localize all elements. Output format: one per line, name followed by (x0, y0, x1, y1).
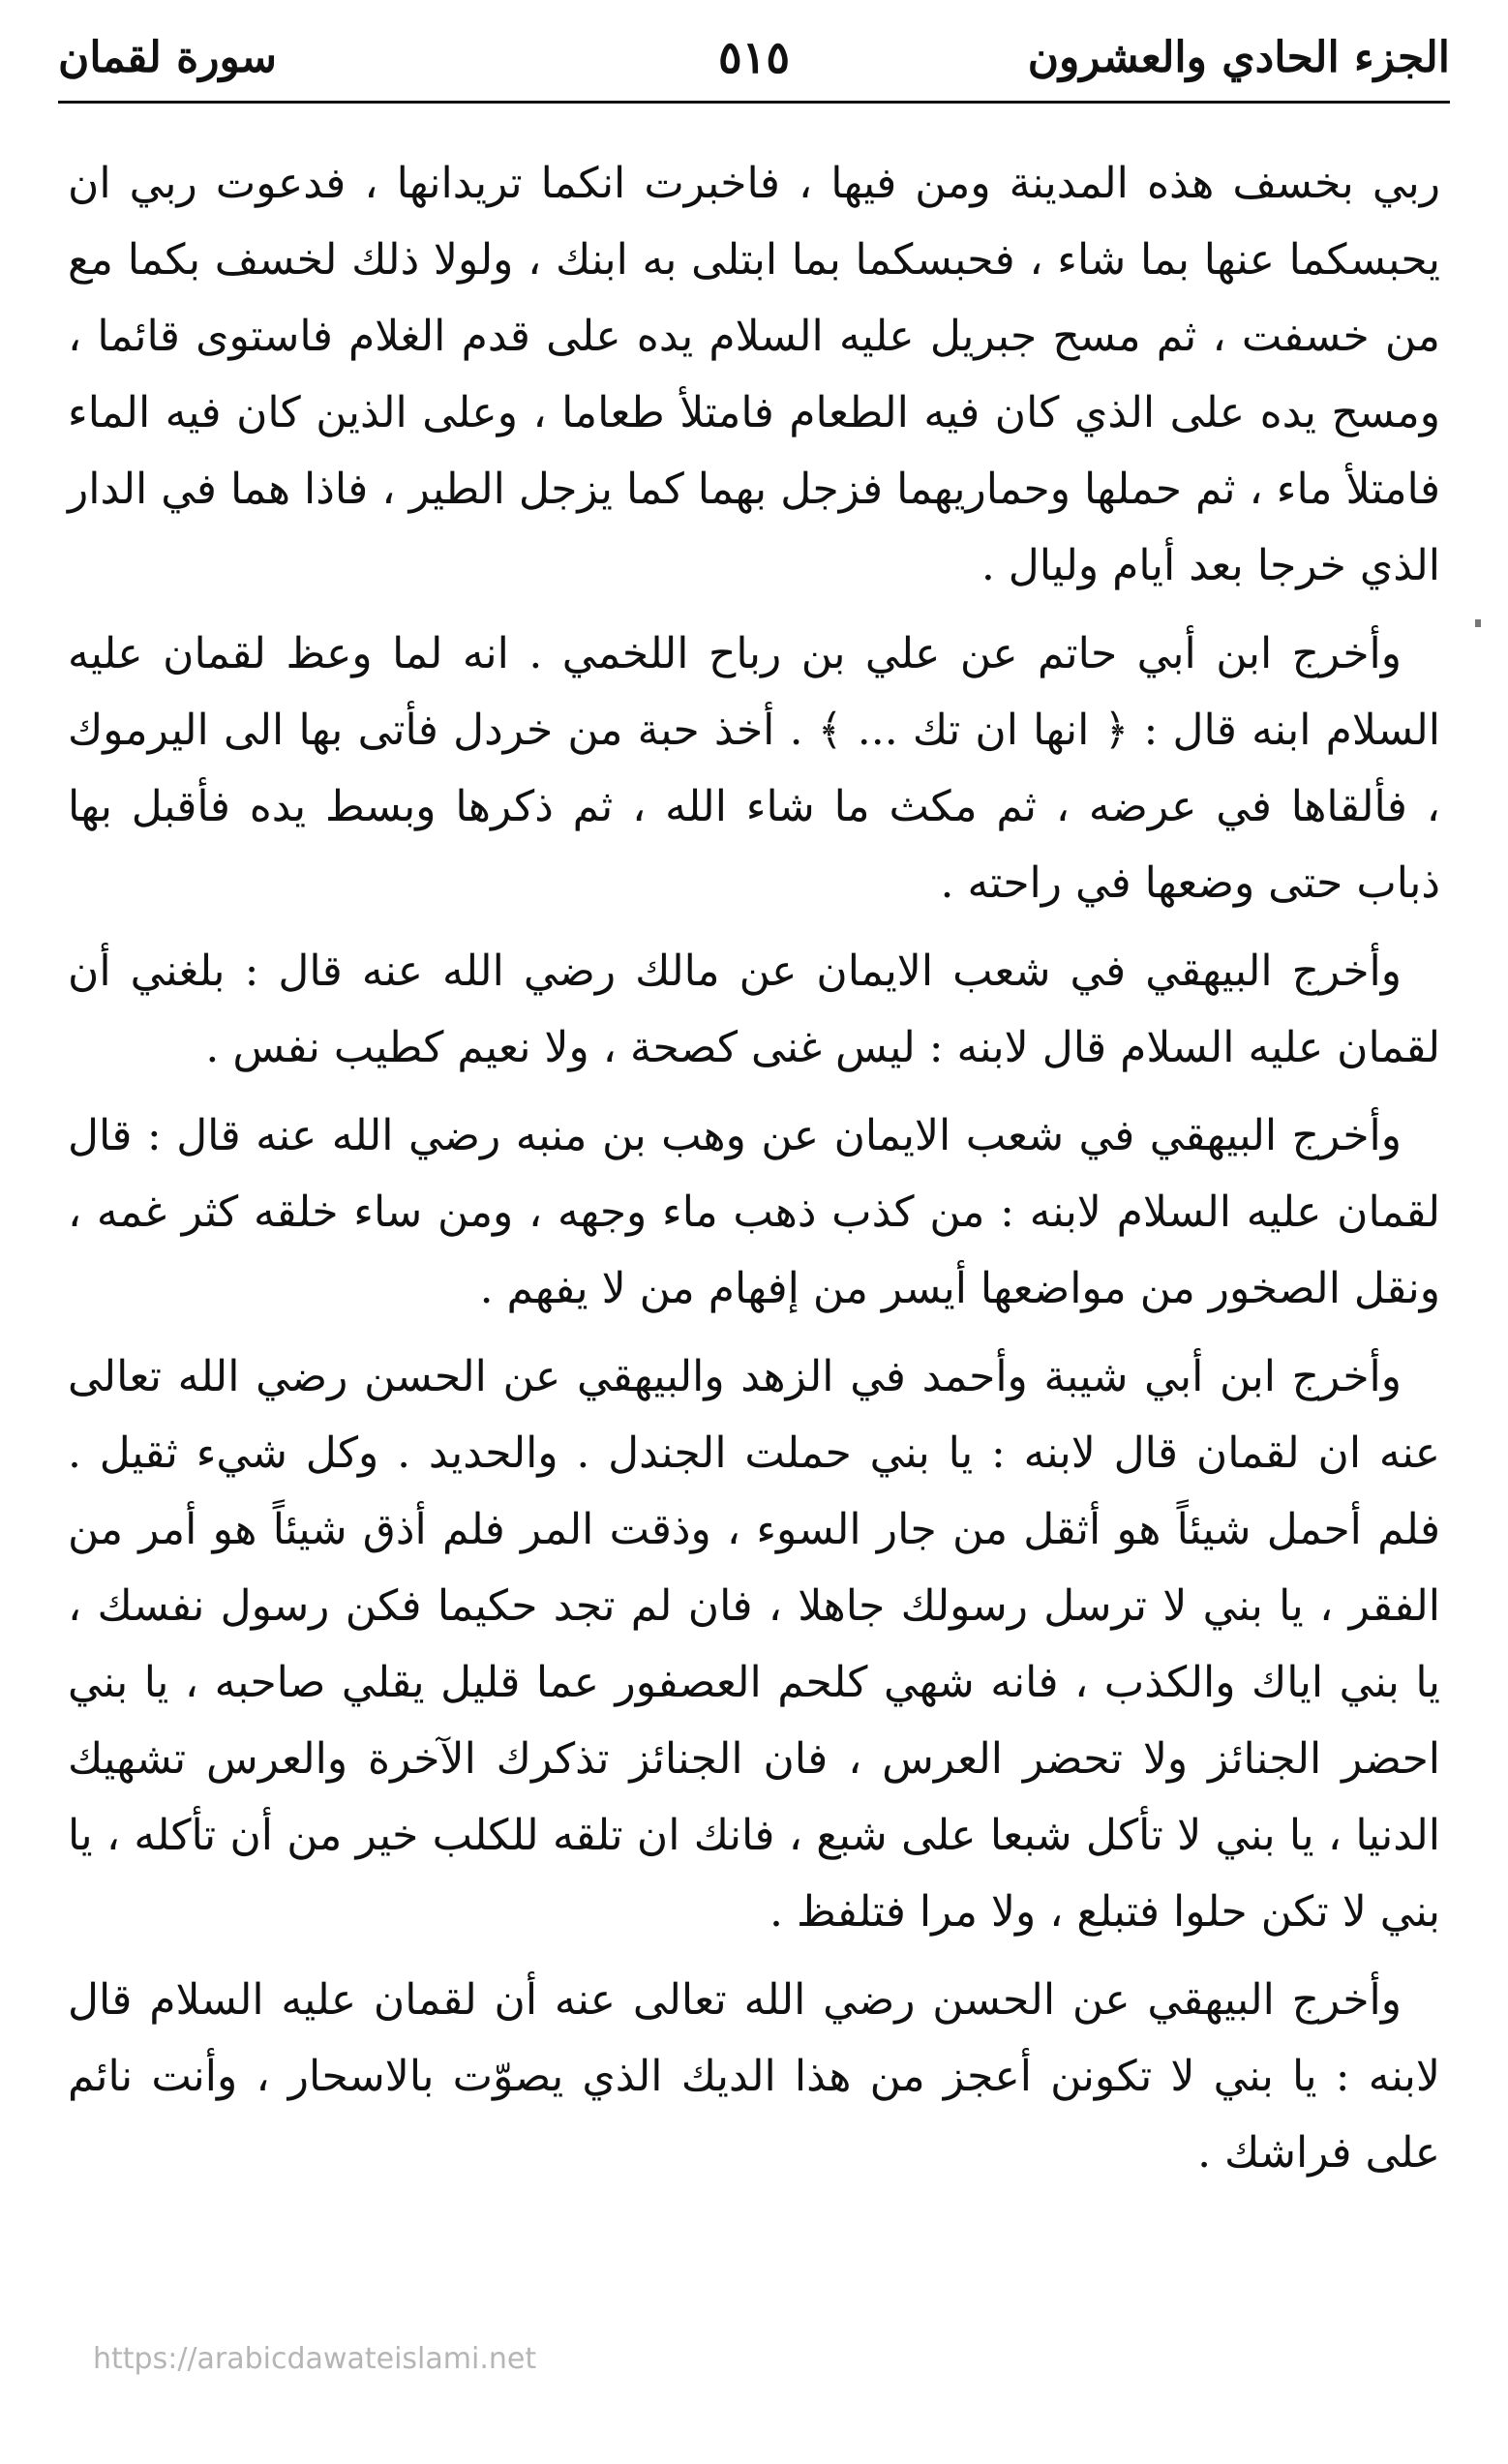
paragraph: ربي بخسف هذه المدينة ومن فيها ، فاخبرت انكما تريدانها ، فدعوت ربي ان يحبسكما عنها بما شاء ، فحبسكما بما ابتلى به ابنك ، ولولا ذلك لخسف بكما مع من خسفت ، ثم مسح جبريل عليه السلام يده على قدم الغلام فاستوى قائما ، ومسح يده على الذي كان فيه الطعام فامتلأ طعاما ، وعلى الذين كان فيه الماء فامتلأ ماء ، ثم حملها وحماريهما فزجل بهما كما يزجل الطير ، فاذا هما في الدار الذي خرجا بعد أيام وليال . (68, 159, 1440, 590)
paragraph: وأخرج ابن أبي شيبة وأحمد في الزهد والبيهقي عن الحسن رضي الله تعالى عنه ان لقمان قال لابنه : يا بني حملت الجندل . والحديد . وكل شيء ثقيل . فلم أحمل شيئاً هو أثقل من جار السوء ، وذقت المر فلم أذق شيئاً هو أمر من الفقر ، يا بني لا ترسل رسولك جاهلا ، فان لم تجد حكيما فكن رسول نفسك ، يا بني اياك والكذب ، فانه شهي كلحم العصفور عما قليل يقلي صاحبه ، يا بني احضر الجنائز ولا تحضر العرس ، فان الجنائز تذكرك الآخرة والعرس تشهيك الدنيا ، يا بني لا تأكل شبعا على شبع ، فانك ان تلقه للكلب خير من أن تأكله ، يا بني لا تكن حلوا فتبلع ، ولا مرا فتلفظ . (68, 1352, 1441, 1937)
paragraph: وأخرج ابن أبي حاتم عن علي بن رباح اللخمي . انه لما وعظ لقمان عليه السلام ابنه قال : ﴿ انها ان تك ... ﴾ . أخذ حبة من خردل فأتى بها الى اليرموك ، فألقاها في عرضه ، ثم مكث ما شاء الله ، ثم ذكرها وبسط يده فأقبل بها ذباب حتى وضعها في راحته . (68, 629, 1440, 908)
paragraph: وأخرج البيهقي في شعب الايمان عن وهب بن منبه رضي الله عنه قال : قال لقمان عليه السلام لابنه : من كذب ذهب ماء وجهه ، ومن ساء خلقه كثر غمه ، ونقل الصخور من مواضعها أيسر من إفهام من لا يفهم . (68, 1111, 1440, 1313)
page-number: ٥١٥ (717, 31, 791, 83)
page-body (68, 145, 1440, 2203)
juz-title: الجزء الحادي والعشرون (1027, 33, 1450, 82)
paragraph: وأخرج البيهقي في شعب الايمان عن مالك رضي الله عنه قال : بلغني أن لقمان عليه السلام قال لابنه : ليس غنى كصحة ، ولا نعيم كطيب نفس . (68, 947, 1440, 1072)
page-header (58, 27, 1450, 95)
margin-mark (1475, 619, 1481, 627)
paragraph: وأخرج البيهقي عن الحسن رضي الله تعالى عنه أن لقمان عليه السلام قال لابنه : يا بني لا تكونن أعجز من هذا الديك الذي يصوّت بالاسحار ، وأنت نائم على فراشك . (68, 1975, 1441, 2178)
header-divider (58, 101, 1450, 104)
surah-title: سورة لقمان (58, 33, 278, 82)
watermark-url: https://arabicdawateislami.net (93, 2342, 537, 2376)
